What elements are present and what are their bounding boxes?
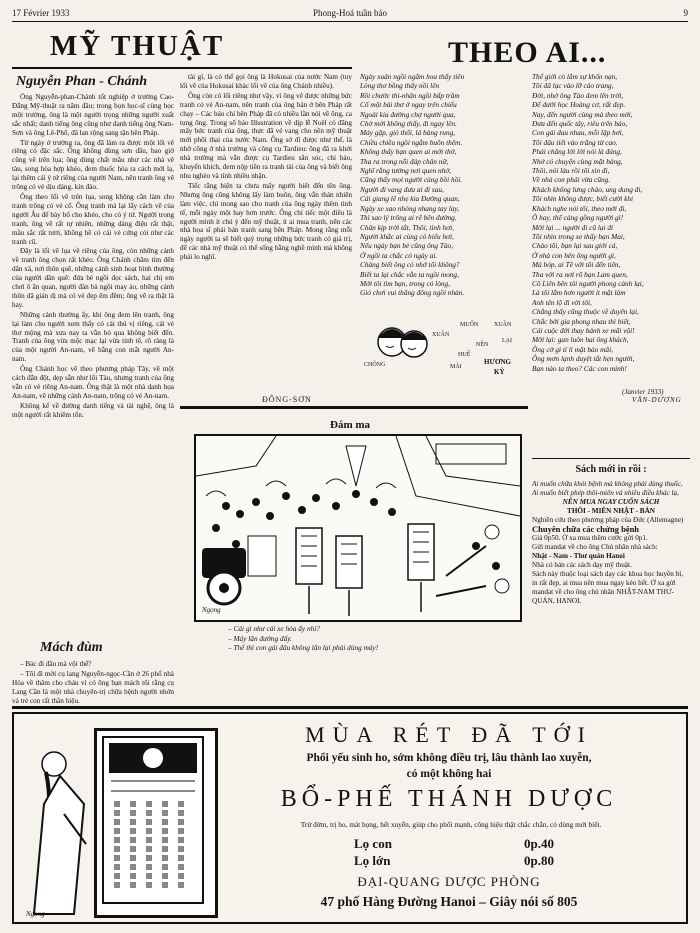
poem-line: Đời, nhớ ông Tào đem lên trời, — [532, 90, 624, 100]
poem-line: Biết ta lại chắc vẫn ta ngồi mong, — [360, 269, 459, 279]
article-signature: ĐÔNG-SƠN — [262, 395, 312, 404]
poem-line: Phải chăng lời lời nói là đúng, — [532, 147, 622, 157]
article-paragraph: Ông theo lối vẽ trên lụa, song không cần làm cho tranh trông có vẻ cổ. Ông tranh mà lại lấy cách vẽ của người Âu để bày bố cho khéo, cho có ý tứ. Người trong tranh, ông vẽ rất tự nhiên, những dáng điệu rất thật, mầu sắc rất tươi, không hề có cái vẻ cứng cỏi như các tranh cũ. — [12, 192, 174, 246]
paper-name: Phong-Hoá tuần báo — [313, 8, 387, 18]
section-rule — [180, 406, 528, 409]
poem-line: Ngoài kia đường chợ người qua, — [360, 109, 456, 119]
poem-signature: VĂN-DƯƠNG — [632, 396, 682, 404]
books-line: Nghiên cứu theo phương pháp của Đức (Allemagne) — [532, 516, 684, 524]
poem-line: Ông cờ gì tí lí mặt bào mãi, — [532, 344, 613, 354]
poem-line: Ở nhà con bên ông người gì, — [532, 250, 616, 260]
page-header — [12, 8, 688, 22]
books-line: THÔI - MIÊN NHẬT - BẢN — [567, 507, 655, 515]
article-paragraph: Tiếc rằng hiện ta chưa mấy người biết đến tên ông. Nhưng ông cũng không lấy làm buồn, ông vẫn thản nhiên làm việc, chỉ mong sao cho tranh của ông ngày thêm tinh tế, mỗi ngày một hay hơn trước. Ông chỉ tiếc một điều là người mình ít chú ý đến mỹ thuật, ít ai mua tranh, nên các nhà họa sĩ phải bán tranh sang bên Pháp. Mong rằng mỗi ngày người ta sẽ biết quý trọng những bức tranh có giá trị, để các nhà mỹ thuật có thể sống bằng nghề mình mà không phải lo nghĩ. — [180, 181, 352, 262]
poem-line: Anh tên lộ đi vời tôi, — [532, 297, 592, 307]
price-value: 0p.80 — [524, 853, 554, 868]
books-title: Sách mới in rồi : — [575, 464, 647, 475]
medicine-box — [94, 728, 218, 918]
poem-line: Gió chơi vui thăng đông ngồi nhàn. — [360, 288, 465, 298]
article-paragraph: Ông Nguyễn-phan-Chánh tốt nghiệp ở trường Cao-Đẳng Mỹ-thuật ra năm đầu; trong bọn học-sĩ cùng học một trường, ông là một người trọng những người xuất sắc nhất; danh tiếng ông cũng như danh tiếng ông Nam-Sơn và ông Lê-Phổ, đã lan rộng sang tận bên Pháp. — [12, 93, 174, 137]
books-line: Sách này thuộc loại sách dạy các khoa học huyền bí, in rất đẹp, ai mua nên mua ngay kẻo hết. Ở xa gửi mandat về cho ông chủ nhân NHẬT-NAM THƯ-QUÁN, HANOI. — [532, 570, 684, 605]
cartoon-signature: Ngọng — [202, 606, 221, 614]
article-paragraph: Đây là lối vẽ lụa về riêng của ông, còn những cảnh về tranh ông chọn rất khéo. Ông Chánh chăm tìm đến dân xã, nơi thôn quê, những cảnh sinh hoạt bình thường của người dân quê: đứa bé ngồi đọc sách, hai chị em chơi ô ăn quan, người đàn bà ngồi may áo, những cảnh thôn dã giản dị mà có vẻ đẹp êm đềm; ông vẽ ra thật là hay. — [12, 247, 174, 309]
cartoon-label-7: NÊN — [476, 342, 489, 348]
ad-address: 47 phố Hàng Đường Hanoi – Giây nói số 805 — [320, 894, 578, 909]
poem-line: Khách nghe nói tôi, theo mới đi, — [532, 203, 627, 213]
books-line: Gửi mandat về cho ông Chủ nhân nhà sách: — [532, 543, 658, 551]
books-notice — [532, 480, 690, 702]
poem-line: Nếu ngày bạn bè cũng ông Tào, — [360, 241, 454, 251]
books-line: Chuyên chữa các chứng bệnh — [532, 524, 640, 534]
poem-line: Rồi chước thi-nhân ngồi bấp trầm — [360, 90, 460, 100]
poem-date: (Janvier 1933) — [622, 388, 664, 396]
article-paragraph: Không kể về đường danh tiếng và tài nghệ, ông là một người rất khiêm tốn. — [12, 401, 174, 419]
poem-cartoon — [362, 312, 524, 378]
funeral-cartoon — [194, 434, 522, 622]
cartoon-captions — [228, 624, 518, 653]
cartoon-label-8: LẠI — [502, 338, 512, 344]
books-line: Nhật - Nam - Thư quán Hanoi — [532, 552, 625, 560]
caption-line: – Thế thì con gái đâu không lăn lại phải dùng máy! — [228, 643, 379, 652]
poem-line: Là tôi lắm hơn người ít mặt làm — [532, 288, 626, 298]
cartoon-label-10: KỲ — [494, 368, 505, 376]
article-title: MỸ THUẬT — [50, 30, 225, 62]
cartoon-label-2: XUÂN — [432, 332, 450, 338]
poem-line: Bạn nào ta theo? Các con mình! — [532, 363, 627, 373]
poem-right-column — [532, 72, 690, 384]
article-paragraph: Ông Chánh học vẽ theo phương pháp Tây, vẽ một cách đẫn đột, dẹp sẵn như lối Tàu, nhưng tranh của ông vẫn có vẻ riêng An-nam. Ông thật là một nhà danh họa An-nam, vẽ những cảnh An-nam, trông có vẻ An-nam. — [12, 365, 174, 400]
price-row — [354, 836, 614, 853]
poem-line: Ông mơn lạnh duyệt tắt hẹn người, — [532, 354, 635, 364]
books-line: Nhà có bán các sách dạy mỹ thuật. — [532, 561, 632, 569]
poem-line: Chân kịp trời tắt, Thôi, tình hơi, — [360, 222, 454, 232]
caption-line: – Máy lăn đường đấy. — [228, 633, 293, 643]
poem-line: Con gái đau nhau, mỗi lập hơi, — [532, 128, 624, 138]
article-paragraph: tài gì, là có thể gọi ông là Hokusai của nước Nam (tuy lối vẽ của Hokusai khác lối vẽ của ông Chánh nhiều). — [180, 73, 352, 90]
poem-line: Máy gặp, gió thổi, lá bàng rung, — [360, 128, 456, 138]
article-column-1 — [12, 93, 174, 635]
page-number: 9 — [683, 8, 688, 18]
header-rule — [12, 21, 688, 22]
poem-left-column — [360, 72, 526, 309]
poem-line: Cô Liên bên tôi người phong cảnh lại, — [532, 278, 644, 288]
poem-line: Tôi nhìn không được, biết cười khi — [532, 194, 634, 204]
poem-title: THEO AI... — [448, 36, 607, 69]
poem-line: Để dưới học Hoàng cơ, rất đẹp. — [532, 100, 626, 110]
poem-line: Nhớ có chuyện cùng mặt bàng, — [532, 156, 623, 166]
article-paragraph: Những cảnh thường ấy, khi ông đem lên tranh, ông lại làm cho người xem thấy có cái thú vị riêng, cái vẻ thơ mộng mà xưa nay ta vẫn bỏ qua không biết đến. Tranh của ông vừa mộc mạc lại vừa tinh tế, rõ ràng là của một người An-nam, vẽ bằng con mắt người An-nam. — [12, 310, 174, 364]
caption-line: – Cái gì như cái xe hỏa ấy nhỉ? — [228, 624, 320, 633]
cartoon-label-5: XUÂN — [494, 322, 512, 328]
article-author: Nguyễn Phan - Chánh — [16, 74, 148, 89]
ad-description: Trừ đờm, trị ho, mát họng, hết xuyễn, giúp cho phổi mạnh, công hiệu thật chắc chắn, có dùng mới biết. — [300, 820, 602, 829]
poem-line: Thôi, nói làu rồi tôi xin đi, — [532, 166, 610, 176]
books-rule-top — [532, 458, 690, 459]
medicine-box-drawing — [97, 731, 209, 909]
poem-footer — [532, 388, 690, 404]
poem-line: Chờ mời không thấy, đi ngay lên. — [360, 119, 457, 129]
advertisement — [12, 712, 688, 924]
cartoon-label-6: MÃI — [450, 364, 462, 370]
poem-line: Người khắc ai cùng có hiểu hơi, — [360, 231, 454, 241]
poem-line: Chắc bởi gia phong nhau thì biết, — [532, 316, 631, 326]
poem-line: Mời lại: gan luôn hai ông khách, — [532, 335, 629, 345]
ad-product-name: BỔ-PHẾ THÁNH DƯỢC — [280, 786, 618, 812]
cartoon-title: Đám ma — [330, 419, 371, 431]
poem-line: Cố một bài thơ ở ngay trên chiếu — [360, 100, 457, 110]
poem-line: Tôi nhìn trong xe thấy bạn Mai, — [532, 231, 625, 241]
poem-line: Chắng thấy cũng thuộc về duyên lại, — [532, 307, 639, 317]
poem-line: Cũng thấy mọi người cùng bồi hồi. — [360, 175, 463, 185]
price-label: Lọ con — [354, 836, 392, 851]
price-label: Lọ lớn — [354, 853, 391, 868]
poem-line: Lòng thơ bồng thấy nồi lên — [360, 81, 440, 91]
books-line: Ai muốn chữa khỏi bệnh mà không phải dùng thuốc, — [532, 480, 683, 488]
poem-line: Mà bóp, ai Tề với tôi đến tiên, — [532, 260, 621, 270]
ad-pharmacy: ĐẠI-QUANG DƯỢC PHÒNG — [357, 874, 541, 889]
title-rule — [12, 67, 352, 69]
poem-line: Nay, đến người cùng mà theo mời, — [532, 109, 633, 119]
cartoon-label-1: CHÔNG — [364, 362, 386, 368]
subarticle-line: – Tôi đi mời cụ lang Nguyễn-ngọc-Cần ở 26 phố nhà Hỏa về thăm cho cháu vì có ông bạn mách tôi rằng cụ Lang Cần là một nhà chuyên-trị chữa bệnh người nhớn và trẻ con rất thần hiệu. — [12, 669, 174, 705]
poem-line: Ngày xuân ngồi ngắm hoa thấy tiên — [360, 72, 465, 81]
books-line: NÊN MUA NGAY CUỐN SÁCH — [562, 498, 660, 506]
cartoon-label-9: HƯƠNG — [484, 358, 511, 366]
cartoon-label-4: MUỐN — [460, 322, 479, 328]
poem-line: Tha ra trong nỗi đáp chân nữ, — [360, 156, 449, 166]
price-row — [354, 853, 614, 870]
ad-line-2: có một không hai — [406, 768, 492, 780]
article-column-2 — [180, 73, 352, 391]
subarticle-line: – Bác đi đâu mà vội thế? — [20, 660, 92, 668]
poem-line: Chào tôi, bạn lại sau giới cả, — [532, 241, 618, 251]
ad-rule — [12, 706, 688, 709]
poem-line: Tôi đã lạc vào lỡ cảo trang, — [532, 81, 614, 91]
poem-line: Thì sao lý trông ai rẽ bên đường. — [360, 213, 457, 223]
old-man-figure — [24, 744, 94, 916]
poem-line: Nghĩ rằng tưởng nơi quen nhớ, — [360, 166, 452, 176]
books-line: Ai muốn biết phép thôi-miên và nhiều điều khác lạ, — [532, 489, 679, 497]
ad-headline: MÙA RÉT ĐÃ TỚI — [305, 722, 593, 747]
poem-line: Về nhà con phải vừa cũng. — [532, 175, 611, 185]
poem-line: Người đi vang đưa ai đi sau, — [360, 184, 444, 194]
poem-line: Ngày xe xao nhóng nhang tay lay, — [360, 203, 460, 213]
poem-line: Ở ngồi ta chắc có ngày ai. — [360, 250, 438, 260]
ad-artist-signature: Ngọng — [26, 910, 45, 918]
issue-date: 17 Février 1933 — [12, 8, 70, 18]
subarticle-title: Mách đùm — [40, 640, 103, 655]
poem-line: Ô hay, thế càng gồng người gì! — [532, 213, 624, 223]
price-value: 0p.40 — [524, 836, 554, 851]
ad-price-list — [354, 836, 614, 870]
article-paragraph: Ông còn có lối riêng như vậy, vì ông vẽ được những bức tranh có vẻ An-nam, nên tranh của ông bán ở bên Pháp rất chạy – Các báo chí bên Pháp đã có nhiều lần nói về ông, ca tụng ông. Trong số báo Illustration về dịp lễ Noël có đăng mấy bức tranh của ông, thực đã vẻ vang cho nền mỹ thuật mới phôi thai của nước Nam. Ông sở dĩ được như thế, là nhờ công ở nhà trường và công cụ Tardieu: ông đã ra khởi nhà trường mà vẫn được cụ Tardieu săn sóc, chỉ bảo, khuyến khích, đem nộp tiền ra tranh tài của ông và biết ông nhu nghèo và tính nhiều nhận. — [180, 91, 352, 180]
ad-line-1: Phổi yếu sinh ho, sớm không điều trị, lâu thành lao xuyễn, — [306, 752, 592, 764]
books-line: Giá 0p50. Ở xa mua thêm cước gửi 0p1. — [532, 534, 648, 542]
cartoon-label-3: HUẾ — [458, 352, 471, 358]
poem-line: Tôi đâu tiết vào trăng từ cao. — [532, 137, 618, 147]
poem-line: Mời lại ... người đi cũ lại đi — [532, 222, 614, 232]
poem-line: Cái giang lê nhẹ kia Đường quan, — [360, 194, 460, 204]
poem-line: Chàng biết ông có nhớ tôi không? — [360, 260, 460, 270]
poem-line: Tha với ra nơi rõ bạn Lam quen, — [532, 269, 628, 279]
poem-line: Cái cuộc đời thay bánh xe mãi vội! — [532, 325, 635, 335]
poem-line: Mới tôi tìm bạn, trong có lòng, — [360, 278, 450, 288]
funeral-procession-drawing — [196, 436, 520, 620]
poem-line: Không thấy bạn quen ai mới thở, — [360, 147, 457, 157]
poem-line: Khách không lưng chào, ung dung đi, — [532, 184, 643, 194]
poem-line: Đưa đến quốc tây, riêu trên bảo, — [532, 119, 628, 129]
poem-line: Thế giới có lắm sự khốn nạn, — [532, 72, 618, 81]
poem-line: Chiều chiều ngồi ngắm buôn thêm. — [360, 137, 463, 147]
article-paragraph: Từ ngày ở trường ra, ông đã làm ra được một lối vẽ riêng có đặc sắc. Ông không dùng sơn dầu, bao giờ cũng vẽ trên lụa; ông dùng chất mầu như các nhà vẽ tàu, song hòa hợp khéo, đem thuốc hóa ra cách mới lạ, lại thêm cái ý tứ riêng của người Nam, nên tranh ông vẽ trông có vẻ dịu dàng, kín đáo. — [12, 138, 174, 192]
